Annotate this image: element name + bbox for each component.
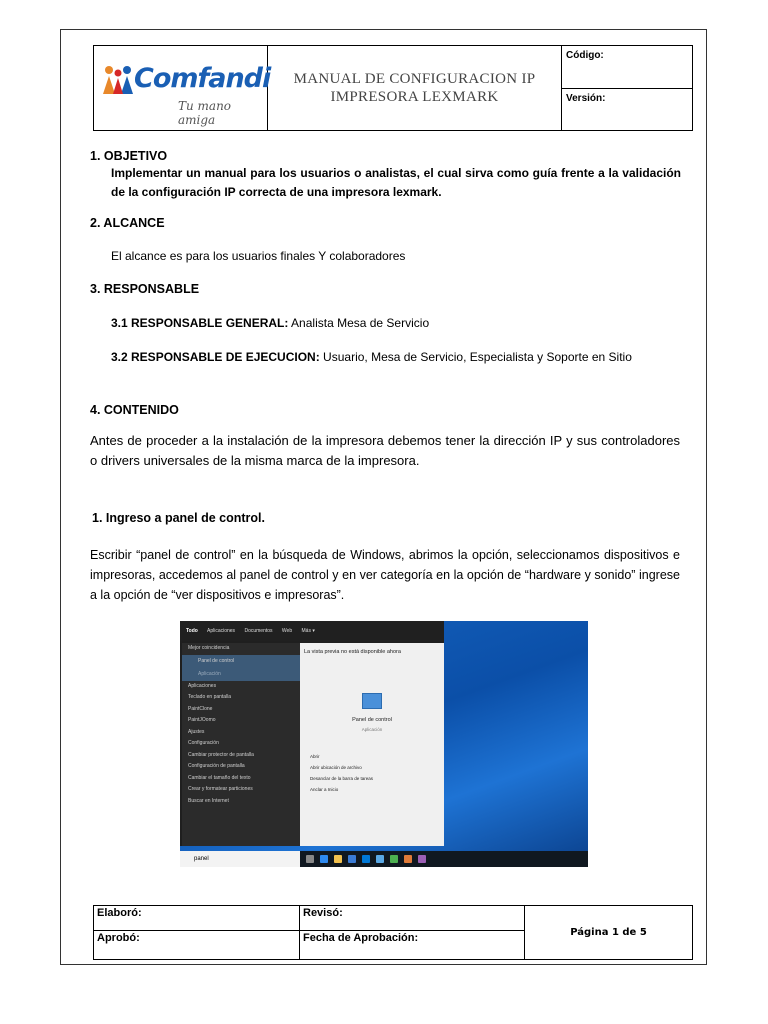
result-item: Buscar en Internet bbox=[188, 797, 229, 804]
aprobo-cell bbox=[94, 931, 300, 960]
control-panel-icon bbox=[362, 693, 382, 709]
tab-mas: Más ▾ bbox=[301, 628, 315, 634]
result-item: Ajustes bbox=[188, 728, 205, 735]
codigo-label: Código: bbox=[566, 50, 604, 61]
version-cell bbox=[562, 88, 693, 131]
codigo-cell bbox=[562, 46, 693, 89]
responsable-ejecucion bbox=[111, 348, 632, 367]
result-item: Teclado en pantalla bbox=[188, 694, 232, 700]
section-2-text: El alcance es para los usuarios finales Y colaboradores bbox=[111, 249, 406, 263]
section-3-heading: 3. RESPONSABLE bbox=[90, 282, 200, 296]
best-match-label: Mejor coincidencia bbox=[188, 645, 230, 651]
start-search-panel bbox=[180, 621, 444, 846]
taskbar-search-box: panel bbox=[180, 851, 300, 867]
results-list bbox=[182, 643, 300, 846]
preview-subtitle: Aplicación bbox=[361, 727, 383, 732]
section-4-heading: 4. CONTENIDO bbox=[90, 403, 179, 417]
action-anclar: Anclar a Inicio bbox=[310, 787, 339, 792]
store-icon bbox=[348, 855, 356, 863]
section-1-text: Implementar un manual para los usuarios o analistas, el cual sirva como guía frente a la validación de la configuración IP correcta de una impresora lexmark. bbox=[111, 166, 681, 199]
mail-icon bbox=[362, 855, 370, 863]
best-match-sub: Aplicación bbox=[198, 670, 221, 677]
responsable-ejecucion-label: 3.2 RESPONSABLE DE EJECUCION: bbox=[111, 350, 320, 364]
document-footer bbox=[93, 905, 693, 960]
fecha-aprobacion-cell bbox=[300, 931, 525, 960]
windows-search-screenshot bbox=[180, 621, 588, 867]
section-2-heading: 2. ALCANCE bbox=[90, 216, 165, 230]
preview-pane bbox=[300, 643, 444, 846]
action-abrir: Abrir bbox=[310, 754, 320, 759]
preview-header: La vista previa no está disponible ahora bbox=[304, 649, 401, 655]
logo-cell bbox=[94, 46, 271, 131]
result-item: PaintClone bbox=[188, 705, 213, 712]
result-item: Configuración de pantalla bbox=[188, 763, 245, 769]
aprobo-label: Aprobó: bbox=[97, 932, 140, 944]
document-header bbox=[93, 45, 693, 131]
reviso-cell bbox=[300, 906, 525, 931]
comfandi-logo bbox=[94, 46, 271, 130]
action-abrir-ubicacion: Abrir ubicación de archivo bbox=[310, 765, 362, 770]
responsable-ejecucion-value: Usuario, Mesa de Servicio, Especialista y Soporte en Sitio bbox=[319, 350, 632, 364]
family-logo-icon bbox=[100, 62, 136, 98]
section-4-text: Antes de proceder a la instalación de la impresora debemos tener la dirección IP y sus controladores o drivers universales de la misma marca de la impresora. bbox=[90, 433, 680, 468]
logo-tagline: Tu mano amiga bbox=[178, 99, 232, 127]
fecha-aprobacion-label: Fecha de Aprobación: bbox=[303, 932, 419, 944]
step-1-text: Escribir “panel de control” en la búsqueda de Windows, abrimos la opción, seleccionamos dispositivos e impresoras, accedemos al panel de control y en ver categoría en la opción de “hardware y sonido” ingrese a la opción de “ver dispositivos e impresoras”. bbox=[90, 548, 680, 602]
step-1-heading: 1. Ingreso a panel de control. bbox=[92, 511, 265, 525]
page-number-cell bbox=[525, 906, 693, 960]
page-number: Página 1 de 5 bbox=[570, 927, 647, 938]
title-line-1: MANUAL DE CONFIGURACION IP bbox=[293, 71, 536, 87]
best-match-title: Panel de control bbox=[198, 657, 235, 664]
tab-todo: Todo bbox=[186, 628, 198, 634]
responsable-general bbox=[111, 314, 429, 333]
explorer-icon bbox=[334, 855, 342, 863]
document-title bbox=[268, 46, 562, 131]
reviso-label: Revisó: bbox=[303, 907, 343, 919]
tab-documentos: Documentos bbox=[244, 628, 273, 634]
tab-aplicaciones: Aplicaciones bbox=[206, 628, 236, 634]
section-1-heading: 1. OBJETIVO bbox=[90, 149, 168, 163]
result-item: Cambiar el tamaño del texto bbox=[188, 774, 251, 781]
responsable-general-value: Analista Mesa de Servicio bbox=[288, 316, 430, 330]
result-item: Cambiar protector de pantalla bbox=[188, 751, 254, 758]
logo-brand-text: Comfandi bbox=[134, 63, 271, 94]
result-item: Crear y formatear particiones bbox=[188, 786, 253, 792]
apps-label: Aplicaciones bbox=[188, 682, 217, 689]
firefox-icon bbox=[404, 855, 412, 863]
edge-icon bbox=[320, 855, 328, 863]
best-match-item bbox=[182, 655, 300, 681]
app-icon bbox=[376, 855, 384, 863]
result-item: PaintJOomo bbox=[188, 717, 216, 723]
action-desanclar: Desanclar de la barra de tareas bbox=[310, 776, 374, 781]
app-icon bbox=[418, 855, 426, 863]
elaboro-label: Elaboró: bbox=[97, 907, 142, 919]
tab-web: Web bbox=[281, 628, 293, 634]
preview-title: Panel de control bbox=[352, 717, 392, 723]
title-line-2: IMPRESORA LEXMARK bbox=[330, 89, 499, 105]
elaboro-cell bbox=[94, 906, 300, 931]
result-item: Configuración bbox=[188, 740, 219, 746]
search-tabs bbox=[180, 621, 444, 641]
version-label: Versión: bbox=[566, 92, 606, 104]
responsable-general-label: 3.1 RESPONSABLE GENERAL: bbox=[111, 316, 289, 330]
task-view-icon bbox=[306, 855, 314, 863]
preview-actions bbox=[310, 751, 373, 795]
app-icon bbox=[390, 855, 398, 863]
